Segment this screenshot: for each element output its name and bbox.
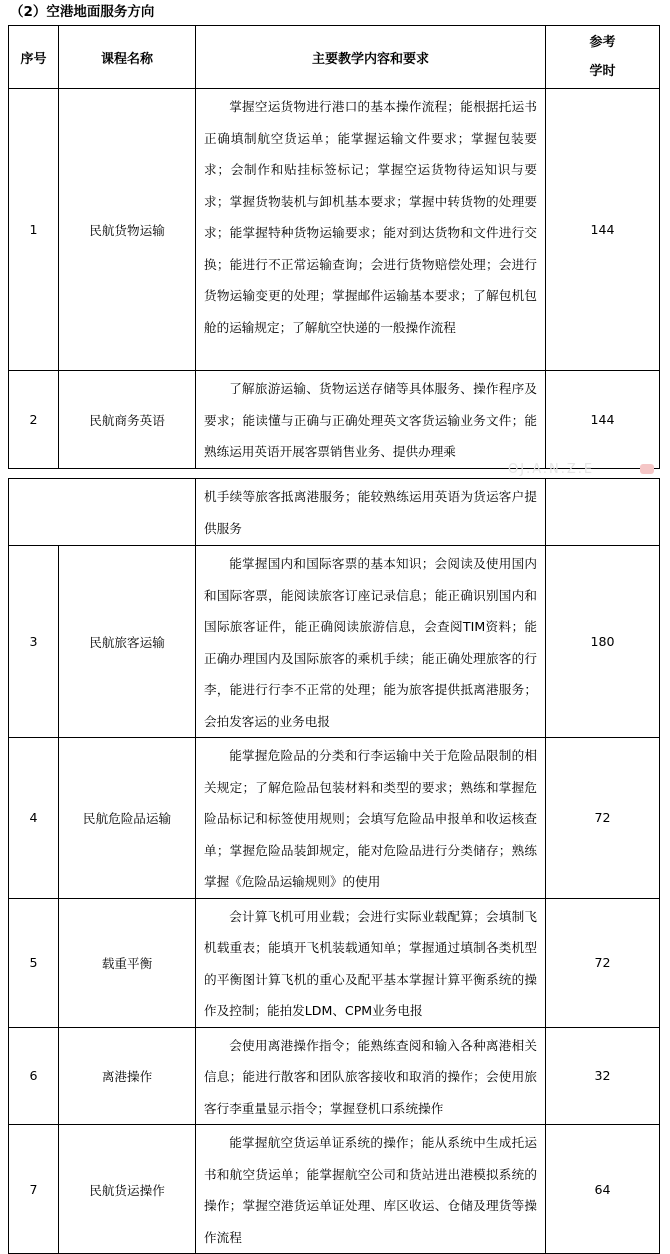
row-hours: 144	[546, 89, 660, 371]
row-course: 民航商务英语	[59, 371, 196, 469]
course-table-part1	[8, 25, 660, 469]
row-content: 机手续等旅客抵离港服务；能较熟练运用英语为货运客户提供服务	[196, 479, 546, 546]
row-hours: 32	[546, 1027, 660, 1125]
row-content-text: 能掌握危险品的分类和行李运输中关于危险品限制的相关规定；了解危险品包装材料和类型的要求；熟练和掌握危险品标记和标签使用规则；会填写危险品申报单和收运核查单；掌握危险品装卸规定，能对危险品进行分类储存；熟练掌握《危险品运输规则》的使用	[204, 748, 537, 889]
row-hours: 72	[546, 898, 660, 1027]
row-content-text: 能掌握航空货运单证系统的操作；能从系统中生成托运书和航空货运单；能掌握航空公司和货站进出港模拟系统的操作；掌握空港货运单证处理、库区收运、仓储及理货等操作流程	[204, 1135, 537, 1245]
table-row	[9, 546, 660, 738]
row-content-text: 能掌握国内和国际客票的基本知识；会阅读及使用国内和国际客票，能阅读旅客订座记录信息；能正确识别国内和国际旅客证件，能正确阅读旅游信息，会查阅TIM资料；能正确办理国内及国际旅客的乘机手续；能正确处理旅客的行李，能进行行李不正常的处理；能为旅客提供抵离港服务；会拍发客运的业务电报	[204, 556, 537, 729]
header-row	[9, 26, 660, 89]
table-row	[9, 898, 660, 1027]
table-row	[9, 371, 660, 469]
watermark: OJ.A.N.Z.E	[508, 462, 595, 477]
row-content-text: 会计算飞机可用业载；会进行实际业载配算；会填制飞机载重表；能填开飞机装载通知单；掌握通过填制各类机型的平衡图计算飞机的重心及配平基本掌握计算平衡系统的操作及控制；能拍发LDM、CPM业务电报	[204, 908, 537, 1018]
row-content-text: 掌握空运货物进行港口的基本操作流程；能根据托运书正确填制航空货运单；能掌握运输文件要求；掌握包装要求；会制作和贴挂标签标记；掌握空运货物待运知识与要求；掌握货物装机与卸机基本要求；掌握中转货物的处理要求；能掌握特种货物运输要求；能对到达货物和文件进行交换；能进行不正常运输查询；会进行货物赔偿处理；会进行货物运输变更的处理；掌握邮件运输基本要求；了解包机包舱的运输规定；了解航空快递的一般操作流程	[204, 99, 537, 335]
header-seq: 序号	[9, 26, 59, 89]
row-content	[196, 1125, 546, 1254]
row-continued-blank	[9, 479, 196, 546]
row-course: 民航货物运输	[59, 89, 196, 371]
row-seq: 7	[9, 1125, 59, 1254]
row-course: 民航危险品运输	[59, 738, 196, 899]
header-hours-text: 参考学时	[589, 35, 616, 79]
row-seq: 2	[9, 371, 59, 469]
row-seq: 6	[9, 1027, 59, 1125]
course-table-part3	[8, 545, 660, 1254]
table-row	[9, 738, 660, 899]
row-seq: 1	[9, 89, 59, 371]
row-hours: 180	[546, 546, 660, 738]
table-row	[9, 1027, 660, 1125]
row-content	[196, 898, 546, 1027]
row-content	[196, 1027, 546, 1125]
table-row-continued	[9, 479, 660, 546]
row-content	[196, 371, 546, 469]
row-content-text: 了解旅游运输、货物运送存储等具体服务、操作程序及要求；能读懂与正确与正确处理英文客货运输业务文件；能熟练运用英语开展客票销售业务、提供办理乘	[204, 381, 537, 459]
table-row	[9, 1125, 660, 1254]
row-course: 载重平衡	[59, 898, 196, 1027]
row-course: 民航货运操作	[59, 1125, 196, 1254]
header-course: 课程名称	[59, 26, 196, 89]
row-seq: 5	[9, 898, 59, 1027]
row-hours: 64	[546, 1125, 660, 1254]
row-seq: 3	[9, 546, 59, 738]
table-row	[9, 89, 660, 371]
row-course: 民航旅客运输	[59, 546, 196, 738]
section-title: （2）空港地面服务方向	[10, 4, 155, 20]
row-content-text: 会使用离港操作指令；能熟练查阅和输入各种离港相关信息；能进行散客和团队旅客接收和取消的操作；会使用旅客行李重量显示指令；掌握登机口系统操作	[204, 1037, 537, 1116]
row-hours: 144	[546, 371, 660, 469]
row-seq: 4	[9, 738, 59, 899]
row-content	[196, 738, 546, 899]
header-content: 主要教学内容和要求	[196, 26, 546, 89]
row-course: 离港操作	[59, 1027, 196, 1125]
row-hours: 72	[546, 738, 660, 899]
row-content	[196, 546, 546, 738]
row-content	[196, 89, 546, 371]
row-hours	[546, 479, 660, 546]
course-table-part2	[8, 478, 660, 546]
watermark-logo-icon	[640, 464, 654, 474]
header-hours	[546, 26, 660, 89]
